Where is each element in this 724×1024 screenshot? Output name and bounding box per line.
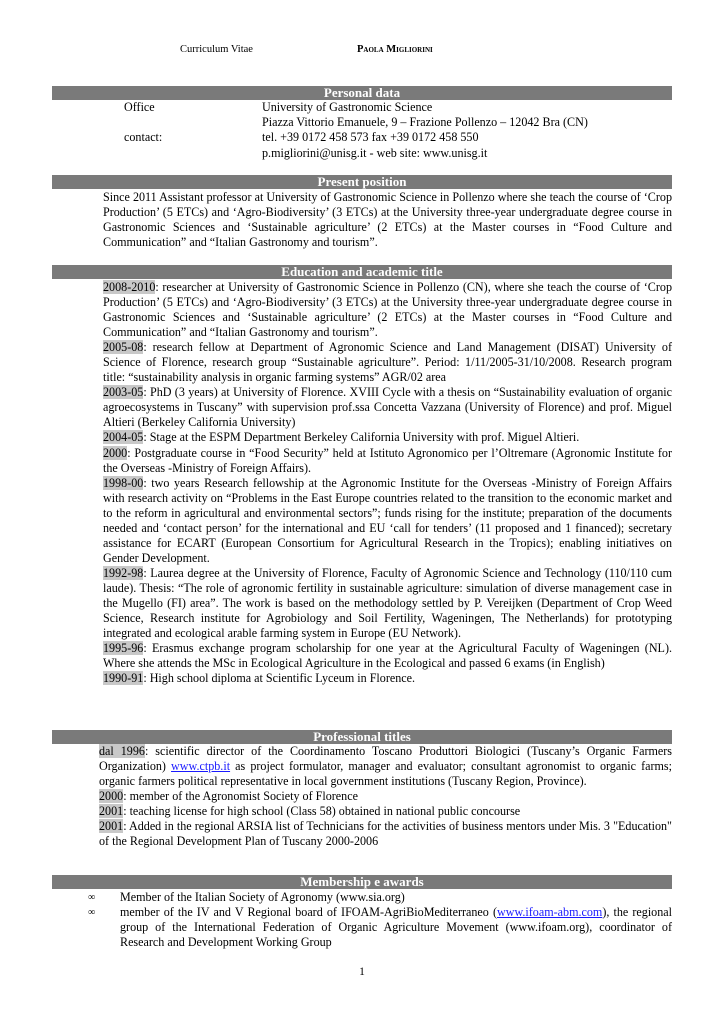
list-item (88, 905, 672, 950)
contact-key (124, 115, 262, 130)
entry-year: 1995-96 (103, 641, 144, 656)
entry-text: : Postgraduate course in “Food Security” held at Istituto Agronomico per l’Oltremare (Agronomic Institute for the Overseas -Ministry of Foreign Affairs). (103, 445, 672, 475)
education-entry (103, 671, 672, 686)
list-item (88, 890, 672, 905)
entry-year: 1990-91 (103, 671, 144, 686)
entry-text: : researcher at University of Gastronomic Science in Pollenzo (CN), where she teach the course of ‘Crop Production’ (5 ETCs) and ‘Agro-Biodiversity’ (3 ETCs) at the University three-year undergraduate degree course in Gastronomic Sciences and ‘Sustainable agriculture’ (2 ETCs) at the Master courses in “Food Culture and Communication” and “Italian Gastronomy and tourism”. (103, 280, 672, 340)
entry-text: : Laurea degree at the University of Florence, Faculty of Agronomic Science and Technology (110/110 cum laude). Thesis: “The role of agronomic fertility in sustainable agriculture: simulation of diverse management case in the Mugello (FI) area”. The work is based on the methodology settled by P. Vereijken (Department of Crop Weed Science, Research institute for Agrobiology and Soil Fertility, Wageningen, The Netherlands) for prototyping integrated and ecological arable farming system in Europe (EU Network). (103, 565, 672, 641)
membership-item-text (120, 905, 672, 950)
contact-row (124, 115, 684, 130)
section-professional-titles: Professional titles (52, 730, 672, 744)
entry-year: dal 1996 (99, 744, 145, 758)
entry-year: 1998-00 (103, 475, 144, 490)
entry-text: : member of the Agronomist Society of Florence (123, 789, 358, 804)
entry-year: 2001 (99, 819, 124, 834)
section-personal-data: Personal data (52, 86, 672, 100)
entry-year: 1992-98 (103, 565, 144, 580)
entry-year: 2000 (99, 789, 124, 804)
page-number: 1 (359, 966, 365, 978)
contact-key: contact: (124, 130, 163, 145)
contact-key (124, 146, 262, 161)
infinity-bullet-icon: ∞ (88, 892, 96, 903)
contact-row (124, 146, 684, 161)
contact-row (124, 130, 684, 145)
education-list (103, 280, 672, 686)
contact-value: p.migliorini@unisg.it - web site: www.unisg.it (262, 145, 488, 160)
contact-value: University of Gastronomic Science (262, 100, 433, 114)
entry-text: as project formulator, manager and evaluator; consultant agronomist to organic farms; organic farmers political representative in local government institutions (Tuscany Region, Province). (99, 759, 672, 789)
header-label: Curriculum Vitae (180, 44, 253, 55)
section-education: Education and academic title (52, 265, 672, 279)
header-name: Paola Migliorini (357, 44, 433, 55)
entry-year: 2005-08 (103, 340, 144, 355)
entry-year: 2004-05 (103, 430, 144, 445)
education-entry (103, 280, 672, 340)
education-entry (103, 566, 672, 641)
infinity-bullet-icon: ∞ (88, 907, 96, 919)
page-header (0, 44, 724, 58)
education-entry (103, 641, 672, 671)
present-position-text (103, 190, 672, 250)
education-entry (103, 446, 672, 476)
membership-item-text: Member of the Italian Society of Agronomy (www.sia.org) (120, 890, 405, 904)
professional-list (99, 744, 672, 849)
item-text: ), the regional group of the International Federation of Organic Agriculture Movement (www.ifoam.org), coordinator of Research and Development Working Group (120, 905, 673, 950)
contact-key: Office (124, 100, 155, 114)
entry-year: 2000 (103, 445, 128, 460)
professional-entry (99, 789, 672, 804)
entry-text: : PhD (3 years) at University of Florence. XVIII Cycle with a thesis on “Sustainability evaluation of organic agroecosystems in Tuscany” with supervision prof.ssa Concetta Vazzana (University of Florence) and prof. Miguel Altieri (Berkeley California University) (103, 385, 672, 430)
entry-text: : scientific director of the Coordinamento Toscano Produttori Biologici (Tuscany’s Organic Farmers Organization) (99, 744, 672, 774)
education-entry (103, 340, 672, 385)
entry-year: 2008-2010 (103, 280, 156, 294)
professional-entry (99, 804, 672, 819)
contact-value: tel. +39 0172 458 573 fax +39 0172 458 550 (262, 130, 479, 145)
section-membership: Membership e awards (52, 875, 672, 889)
education-entry (103, 476, 672, 566)
professional-entry (99, 744, 672, 789)
contact-row (124, 100, 684, 115)
professional-entry (99, 819, 672, 849)
entry-text: : High school diploma at Scientific Lyceum in Florence. (143, 671, 416, 686)
entry-text: : research fellow at Department of Agronomic Science and Land Management (DISAT) University of Science of Florence, research group “Sustainable agriculture”. Period: 1/11/2005-31/10/2008. Research program title: “sustainability analysis in organic farming systems” AGR/02 area (103, 340, 672, 385)
contact-value: Piazza Vittorio Emanuele, 9 – Frazione Pollenzo – 12042 Bra (CN) (262, 115, 588, 130)
membership-list (88, 890, 672, 950)
entry-text: : teaching license for high school (Class 58) obtained in national public concourse (123, 804, 521, 819)
contact-block (124, 100, 684, 161)
entry-year: 2003-05 (103, 385, 144, 400)
entry-text: : Added in the regional ARSIA list of Technicians for the activities of business mentors under Mis. 3 "Education" of the Regional Development Plan of Tuscany 2000-2006 (99, 819, 672, 849)
entry-text: : two years Research fellowship at the Agronomic Institute for the Overseas -Ministry of Foreign Affairs with research activity on “Problems in the East Europe countries related to the transition to the economic market and to the reform in agricultural and environmental sectors”; funds rising for the institute; preparation of the documents needed and ‘contact person’ for the international and EU ‘call for tenders’ (11 proposed and 1 financed); secretary assistance for ECART (European Consortium for Agricultural Research in the Tropics); enabling initiatives on Gender Development. (103, 475, 672, 565)
ifoam-abm-link[interactable]: www.ifoam-abm.com (496, 905, 603, 920)
item-text: member of the IV and V Regional board of IFOAM-AgriBioMediterraneo ( (120, 905, 497, 920)
ctpb-link[interactable]: www.ctpb.it (171, 759, 231, 774)
entry-text: : Stage at the ESPM Department Berkeley California University with prof. Miguel Altieri. (143, 430, 580, 445)
entry-year: 2001 (99, 804, 124, 819)
education-entry (103, 385, 672, 430)
present-paragraph: Since 2011 Assistant professor at University of Gastronomic Science in Pollenzo where she teach the course of ‘Crop Production’ (5 ETCs) and ‘Agro-Biodiversity’ (3 ETCs) at the University three-year undergraduate degree course in Gastronomic Sciences and ‘Sustainable agriculture’ (2 ETCs) at the Master courses in “Food Culture and Communication” and “Italian Gastronomy and tourism”. (103, 190, 672, 250)
entry-text: : Erasmus exchange program scholarship for one year at the Agricultural Faculty of Wageningen (NL). Where she attends the MSc in Ecological Agriculture in the Ecological and passed 6 exams (in English) (103, 641, 672, 671)
education-entry (103, 430, 672, 445)
section-present-position: Present position (52, 175, 672, 189)
